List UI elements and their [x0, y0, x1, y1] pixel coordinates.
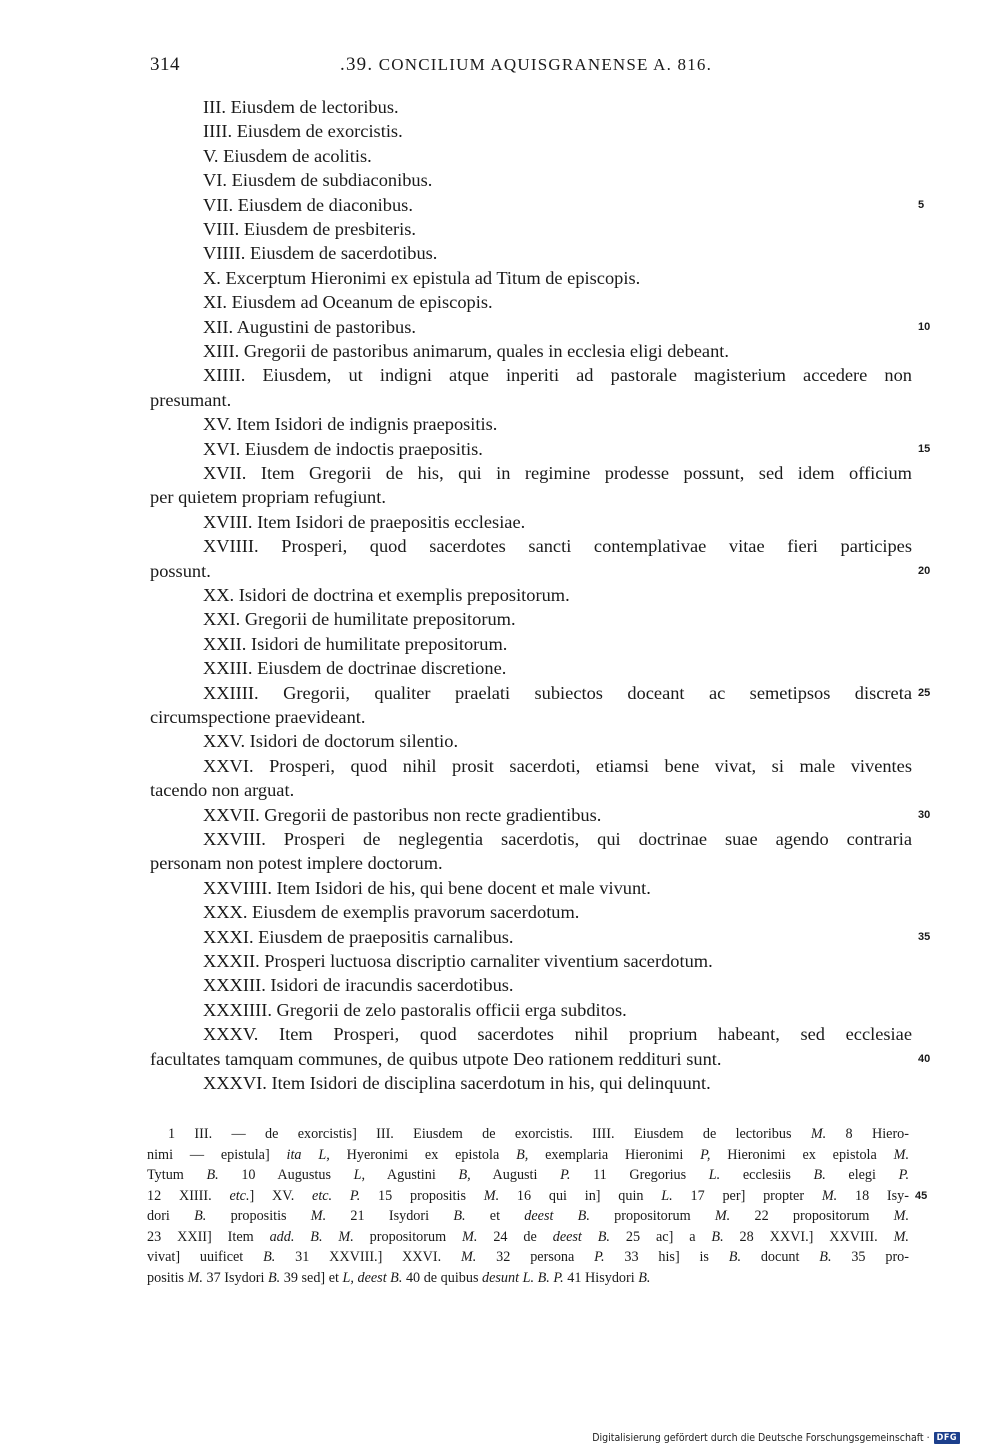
text-line-content: XXV. Isidori de doctorum silentio. — [203, 731, 459, 752]
text-line — [150, 144, 912, 168]
text-line-content: XXVII. Gregorii de pastoribus non recte gradientibus. — [203, 804, 602, 825]
text-line-content: circumspectione praevideant. — [150, 707, 366, 727]
text-line-content: XXIII. Eiusdem de doctrinae discretione. — [203, 658, 507, 679]
footnote-siglum: L. — [708, 1167, 721, 1183]
footnote-text: 11 Gregorius — [570, 1167, 709, 1183]
text-line — [150, 95, 912, 119]
line-number: 5 — [918, 198, 925, 211]
text-line-content: XXVI. Prosperi, quod nihil prosit sacerdoti, etiamsi bene vivat, si male viventes — [203, 755, 912, 776]
footnote-line — [147, 1206, 909, 1226]
footnote-text: 28 XXVI.] XXVIII. — [723, 1228, 894, 1245]
text-line-content: XXVIII. Prosperi de neglegentia sacerdotis, qui doctrinae suae agendo contraria — [203, 829, 912, 849]
footnote-text: 12 XIIII. — [147, 1187, 230, 1204]
footnote-text: positis — [147, 1269, 188, 1286]
footnote-text: 25 ac] a — [609, 1228, 712, 1245]
text-line-content: VIIII. Eiusdem de sacerdotibus. — [203, 243, 438, 264]
footnote-siglum: B, — [458, 1167, 471, 1183]
text-line — [150, 1071, 912, 1095]
text-line-content: X. Excerptum Hieronimi ex epistula ad Titum de episcopis. — [203, 267, 641, 288]
line-number: 45 — [915, 1189, 928, 1202]
footnote-siglum: B. — [638, 1269, 651, 1286]
text-line — [150, 973, 912, 997]
text-line-content: XV. Item Isidori de indignis praepositis. — [203, 414, 498, 435]
text-line-content: XI. Eiusdem ad Oceanum de episcopis. — [203, 292, 493, 313]
footnote-text: 15 propositis — [360, 1187, 484, 1204]
text-line-content: III. Eiusdem de lectoribus. — [203, 97, 399, 117]
footnote-siglum: ita L, — [286, 1146, 330, 1163]
text-line — [150, 1047, 912, 1071]
footnote-line — [147, 1268, 909, 1288]
footnote-siglum: L, — [342, 1269, 354, 1286]
footnote-siglum: deest B. — [524, 1208, 590, 1224]
text-line-content: personam non potest implere doctorum. — [150, 853, 443, 874]
footnote-text: 10 Augustus — [218, 1167, 354, 1183]
footnote-siglum: B. — [268, 1269, 281, 1286]
text-line — [150, 900, 912, 924]
text-line — [150, 729, 912, 753]
footnote-siglum: M. — [462, 1228, 478, 1245]
footnote-text: 17 per] propter — [672, 1187, 822, 1204]
text-line — [150, 461, 912, 485]
footnote-siglum: M. — [893, 1228, 909, 1245]
text-line — [150, 949, 912, 973]
text-line-content: XX. Isidori de doctrina et exemplis prepositorum. — [203, 585, 570, 605]
digitization-credit — [592, 1432, 960, 1444]
text-line-content: XXXVI. Item Isidori de disciplina sacerdotum in his, qui delinquunt. — [203, 1073, 711, 1093]
footnote-text: 21 Isydori — [326, 1208, 454, 1224]
running-title: CONCILIUM AQUISGRANENSE A. 816. — [378, 55, 713, 74]
text-line — [150, 754, 912, 778]
text-line — [150, 705, 912, 729]
page-number: 314 — [150, 54, 180, 75]
line-number: 40 — [918, 1052, 931, 1065]
footnote-siglum: P, — [700, 1146, 711, 1163]
footnote-text: 31 XXVIII.] XXVI. — [275, 1249, 461, 1265]
text-line-content: tacendo non arguat. — [150, 780, 295, 801]
text-line-content: XXXV. Item Prosperi, quod sacerdotes nihil proprium habeant, sed ecclesiae — [203, 1024, 912, 1045]
footnote-text: Agustini — [365, 1167, 459, 1183]
dfg-logo: DFG — [934, 1432, 960, 1444]
text-line — [150, 217, 912, 241]
line-number: 30 — [918, 808, 931, 821]
footnote-text: propositis — [206, 1208, 311, 1224]
text-line — [150, 339, 912, 363]
line-number: 25 — [918, 686, 931, 699]
text-line — [150, 510, 912, 534]
text-line-content: XXIIII. Gregorii, qualiter praelati subiectos doceant ac semetipsos discreta — [203, 682, 912, 703]
footnote-line — [147, 1165, 909, 1185]
text-line-content: XXXII. Prosperi luctuosa discriptio carnaliter viventium sacerdotum. — [203, 951, 713, 971]
text-line-content: facultates tamquam communes, de quibus utpote Deo rationem reddituri sunt. — [150, 1048, 722, 1069]
footnote-text: Hyeronimi ex epistola — [329, 1146, 517, 1163]
text-line-content: XXI. Gregorii de humilitate prepositorum. — [203, 609, 516, 630]
footnote-text: Hieronimi ex epistola — [710, 1146, 894, 1163]
footnote-line — [147, 1247, 909, 1267]
text-line — [150, 266, 912, 290]
footnote-text: elegi — [825, 1167, 899, 1183]
text-line-content: XXX. Eiusdem de exemplis pravorum sacerdotum. — [203, 902, 580, 923]
footnote-text: Tytum — [147, 1167, 207, 1183]
footnote-text: propositorum — [589, 1208, 715, 1224]
footnote-siglum: B, — [516, 1146, 529, 1163]
footnote-siglum: B. — [819, 1249, 832, 1265]
footnote-text: ecclesiis — [720, 1167, 814, 1183]
text-line — [150, 681, 912, 705]
footnote-siglum: B. — [728, 1249, 742, 1265]
text-line-content: XII. Augustini de pastoribus. — [203, 316, 417, 337]
text-line-content: XVIII. Item Isidori de praepositis ecclesiae. — [203, 511, 526, 532]
footnote-text: 32 persona — [476, 1249, 595, 1265]
footnote-text: Augusti — [470, 1167, 561, 1183]
footnote-text: dori — [147, 1208, 195, 1224]
footnote-siglum: P. — [594, 1249, 605, 1265]
text-line-content: XVII. Item Gregorii de his, qui in regimine prodesse possunt, sed idem officium — [203, 463, 912, 483]
footnote-siglum: B. — [206, 1167, 219, 1183]
footnote-line — [168, 1124, 909, 1144]
footnote-siglum: M. — [714, 1208, 731, 1224]
credit-text: Digitalisierung gefördert durch die Deutsche Forschungsgemeinschaft · — [592, 1432, 930, 1444]
text-line-content: per quietem propriam refugiunt. — [150, 487, 386, 508]
footnote-text: vivat] uuificet — [147, 1249, 264, 1265]
text-line — [150, 876, 912, 900]
text-line — [150, 290, 912, 314]
text-line — [150, 778, 912, 802]
footnote-text: 8 Hiero- — [826, 1126, 909, 1142]
footnote-siglum: B. — [263, 1249, 276, 1265]
footnote-text: 41 Hisydori — [563, 1269, 639, 1286]
text-line — [150, 241, 912, 265]
text-line-content: XXXIIII. Gregorii de zelo pastoralis officii erga subditos. — [203, 999, 627, 1020]
footnote-text: et — [465, 1208, 525, 1224]
line-number: 15 — [918, 442, 931, 455]
text-line-content: XIIII. Eiusdem, ut indigni atque inperiti ad pastorale magisterium accedere non — [203, 365, 912, 386]
text-line-content: XVI. Eiusdem de indoctis praepositis. — [203, 438, 483, 459]
text-line — [150, 315, 912, 339]
footnote-line — [147, 1145, 909, 1165]
text-line — [150, 559, 912, 583]
footnote-siglum: L. — [661, 1187, 673, 1204]
footnote-text: 18 Isy- — [837, 1187, 910, 1204]
footnote-text: 39 sed] et — [280, 1269, 343, 1286]
footnote-line — [147, 1186, 909, 1206]
text-line — [150, 998, 912, 1022]
text-line — [150, 485, 912, 509]
text-line — [150, 363, 912, 387]
footnote-siglum: B. — [194, 1208, 207, 1224]
footnote-text: 1 III. — de exorcistis] III. Eiusdem de exorcistis. IIII. Eiusdem de lectoribus — [168, 1126, 811, 1142]
footnote-text: 22 propositorum — [730, 1208, 894, 1224]
line-number: 10 — [918, 320, 931, 333]
text-line — [150, 119, 912, 143]
footnote-siglum: M. — [483, 1187, 500, 1204]
text-line-content: presumant. — [150, 389, 232, 410]
text-line-content: possunt. — [150, 560, 211, 581]
footnote-siglum: M. — [893, 1208, 909, 1224]
text-line-content: VI. Eiusdem de subdiaconibus. — [203, 170, 433, 191]
footnote-text: 35 pro- — [831, 1249, 909, 1265]
text-line-content: IIII. Eiusdem de exorcistis. — [203, 121, 403, 142]
text-line — [150, 632, 912, 656]
footnote-siglum: M. — [310, 1208, 327, 1224]
text-line-content: VIII. Eiusdem de presbiteris. — [203, 219, 416, 239]
line-number: 20 — [918, 564, 931, 577]
footnote-siglum: P. — [898, 1167, 909, 1183]
footnote-siglum: B. — [813, 1167, 826, 1183]
footnote-text: 16 qui in] quin — [499, 1187, 662, 1204]
footnote-siglum: B. — [453, 1208, 466, 1224]
footnote-text: 40 de quibus — [402, 1269, 483, 1286]
footnote-siglum: P. — [560, 1167, 571, 1183]
text-line — [150, 803, 912, 827]
footnote-siglum: etc. — [229, 1187, 250, 1204]
footnote-text: docunt — [741, 1249, 820, 1265]
footnote-siglum: etc. P. — [312, 1187, 361, 1204]
text-line — [150, 168, 912, 192]
footnote-text: ] XV. — [249, 1187, 313, 1204]
text-line — [150, 193, 912, 217]
text-line-content: XXII. Isidori de humilitate prepositorum. — [203, 633, 508, 654]
text-line — [150, 412, 912, 436]
footnote-text: 33 his] is — [604, 1249, 729, 1265]
footnote-siglum: L, — [353, 1167, 366, 1183]
footnote-text: exemplaria Hieronimi — [528, 1146, 701, 1163]
text-line — [150, 925, 912, 949]
footnote-siglum: deest B. — [552, 1228, 610, 1245]
text-line — [150, 388, 912, 412]
line-number: 35 — [918, 930, 931, 943]
text-line — [150, 656, 912, 680]
footnote-text: nimi — epistula] — [147, 1146, 287, 1163]
footnote-text: 23 XXII] Item — [147, 1228, 270, 1245]
text-line-content: XXXI. Eiusdem de praepositis carnalibus. — [203, 926, 514, 947]
footnote-siglum: add. B. M. — [269, 1228, 354, 1245]
text-line-content: XVIIII. Prosperi, quod sacerdotes sancti contemplativae vitae fieri participes — [203, 536, 912, 557]
footnote-text: 24 de — [477, 1228, 553, 1245]
text-line — [150, 851, 912, 875]
text-line-content: V. Eiusdem de acolitis. — [203, 145, 372, 166]
footnote-text: propositorum — [353, 1228, 463, 1245]
text-line — [150, 607, 912, 631]
text-line-content: XXXIII. Isidori de iracundis sacerdotibus. — [203, 975, 514, 996]
text-line — [150, 827, 912, 851]
text-line — [150, 583, 912, 607]
footnote-siglum: desunt L. B. P. — [482, 1269, 564, 1286]
chapter-number: .39. — [340, 54, 374, 75]
text-line — [150, 437, 912, 461]
footnote-siglum: B. — [711, 1228, 724, 1245]
text-line-content: XXVIIII. Item Isidori de his, qui bene docent et male vivunt. — [203, 877, 651, 898]
footnote-text: 37 Isydori — [202, 1269, 269, 1286]
footnote-siglum: M. — [810, 1126, 827, 1142]
footnote-siglum: M. — [187, 1269, 203, 1286]
footnote-siglum: deest B. — [357, 1269, 403, 1286]
text-line-content: VII. Eiusdem de diaconibus. — [203, 194, 413, 215]
footnote-line — [147, 1227, 909, 1247]
text-line-content: XIII. Gregorii de pastoribus animarum, quales in ecclesia eligi debeant. — [203, 341, 729, 361]
footnote-siglum: M. — [893, 1146, 909, 1163]
text-line — [150, 534, 912, 558]
footnote-siglum: M. — [821, 1187, 838, 1204]
footnote-siglum: M. — [460, 1249, 477, 1265]
text-line — [150, 1022, 912, 1046]
